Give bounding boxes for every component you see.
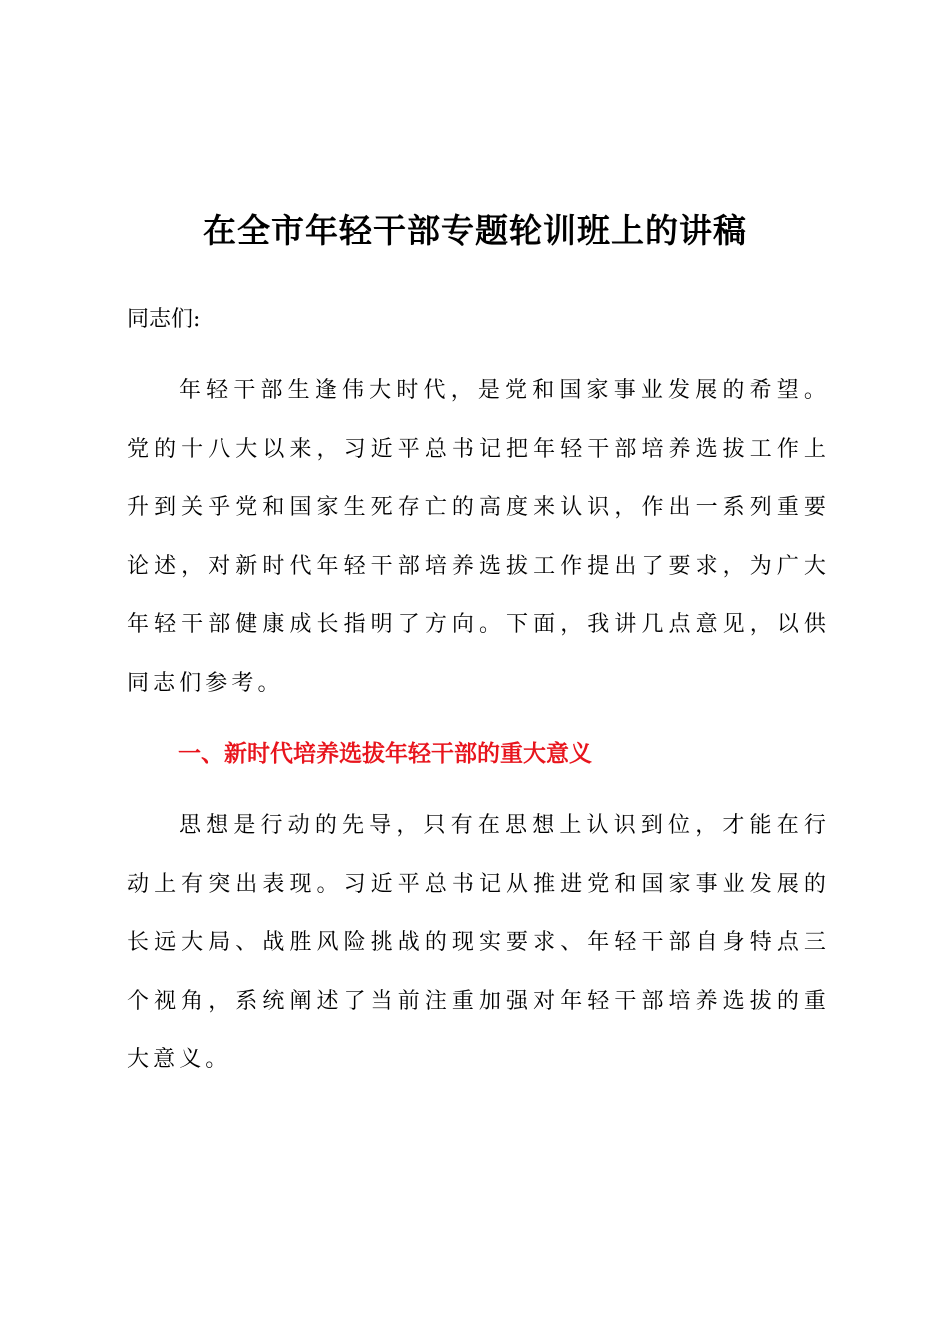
paragraph-intro: 年轻干部生逢伟大时代，是党和国家事业发展的希望。党的十八大以来，习近平总书记把年轻干部培养选拔工作上升到关乎党和国家生死存亡的高度来认识，作出一系列重要论述，对新时代年轻干部培养选拔工作提出了要求，为广大年轻干部健康成长指明了方向。下面，我讲几点意见，以供同志们参考。	[127, 378, 830, 696]
paragraph-section-one: 思想是行动的先导，只有在思想上认识到位，才能在行动上有突出表现。习近平总书记从推进党和国家事业发展的长远大局、战胜风险挑战的现实要求、年轻干部自身特点三个视角，系统阐述了当前注重加强对年轻干部培养选拔的重大意义。	[127, 813, 830, 1073]
section-heading: 一、新时代培养选拔年轻干部的重大意义	[178, 741, 592, 767]
document-title: 在全市年轻干部专题轮训班上的讲稿	[203, 211, 747, 250]
salutation: 同志们:	[127, 307, 201, 332]
